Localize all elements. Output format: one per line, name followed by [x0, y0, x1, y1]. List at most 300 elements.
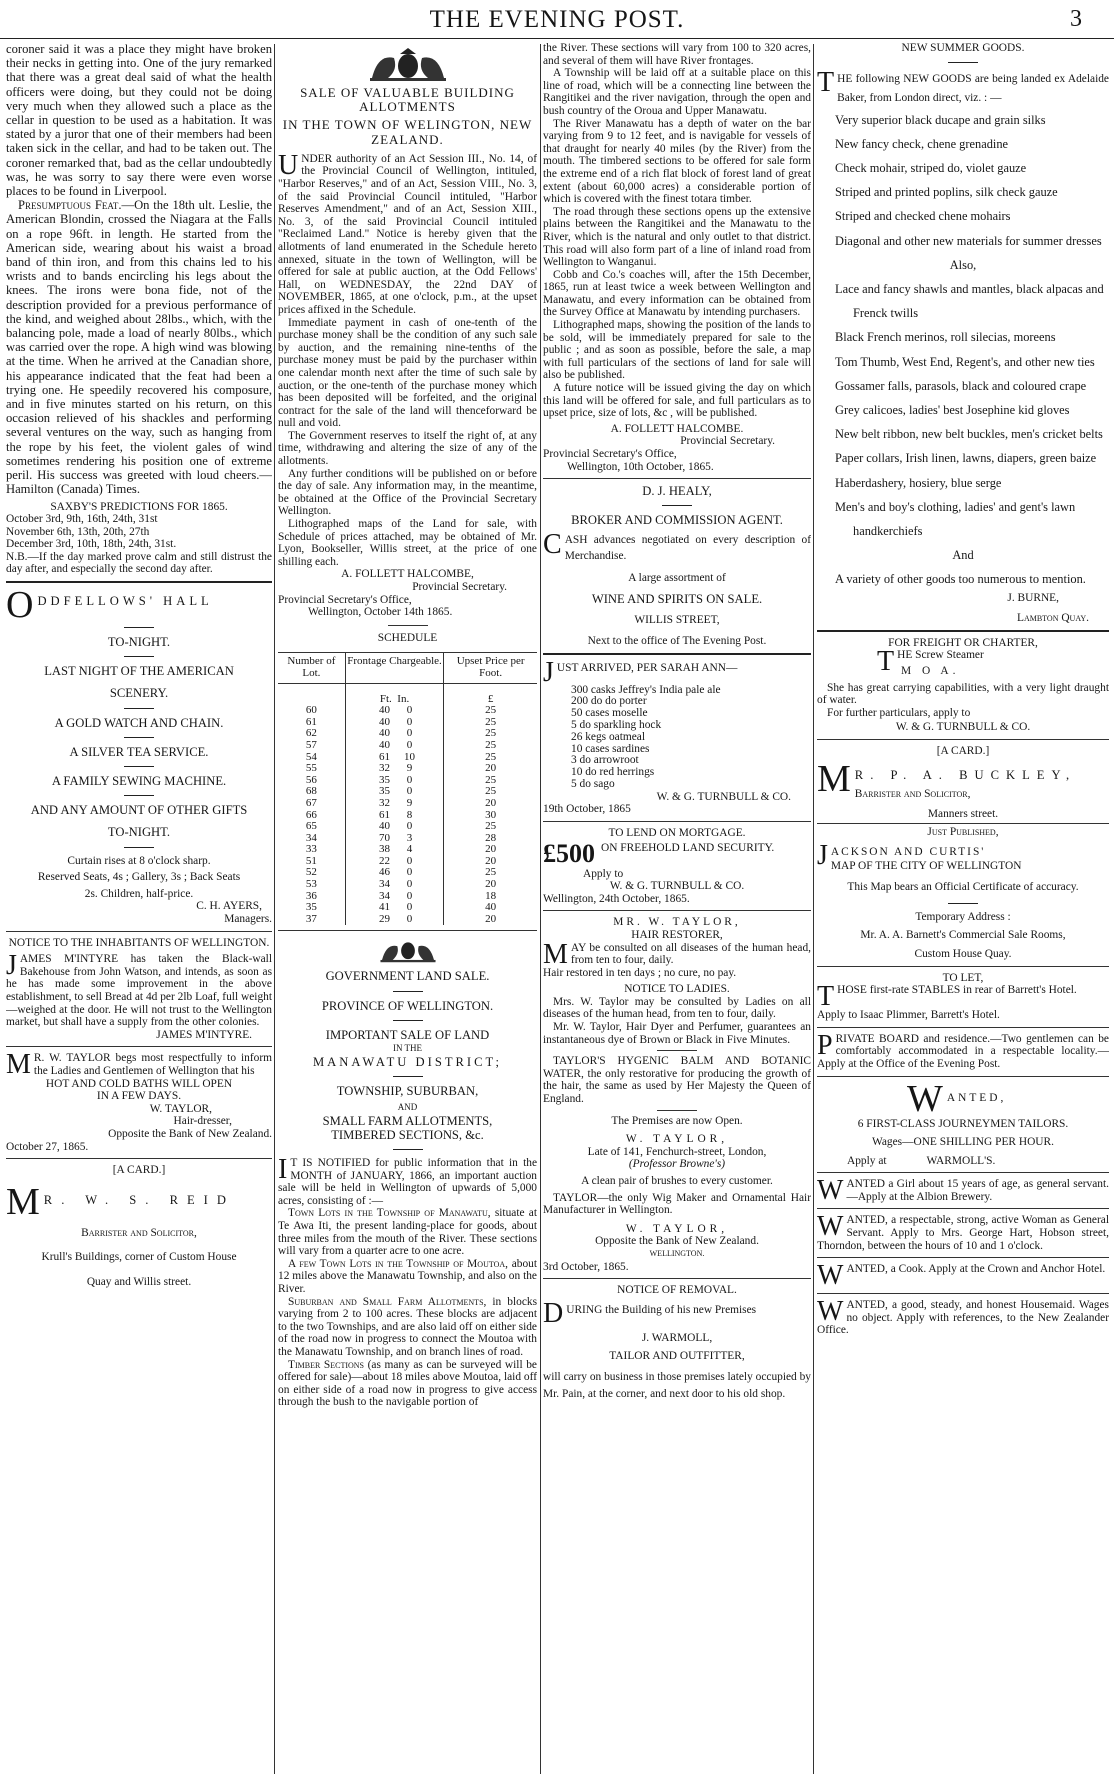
goods-item: Paper collars, Irish linen, lawns, diapers, green baize — [835, 451, 1097, 466]
frontage — [345, 810, 443, 822]
gov-suburban — [278, 1296, 537, 1359]
gov-and: AND — [397, 1102, 418, 1113]
gov-important: IMPORTANT SALE OF LAND — [325, 1027, 490, 1042]
divider — [6, 931, 272, 932]
divider — [817, 1172, 1109, 1173]
column-2 — [278, 42, 537, 1776]
frontage-ft: 41 — [379, 901, 391, 914]
ladies-title: NOTICE TO LADIES. — [624, 983, 730, 996]
frontage — [345, 775, 443, 787]
taylor-days: IN A FEW DAYS. — [96, 1090, 182, 1103]
sale-body: The Government reserves to itself the right of, at any time, withdrawing and altering the size of any of the allotments. — [278, 429, 537, 468]
column-rule — [813, 44, 814, 1774]
freight-ad — [817, 637, 1109, 734]
lot-number: 57 — [305, 738, 317, 751]
goods-item: Also, — [949, 257, 977, 272]
wanted-apply — [817, 1155, 1109, 1168]
wanted-wages: Wages—ONE SHILLING PER HOUR. — [872, 1136, 1054, 1149]
saxby-note: N.B.—If the day marked prove calm and still distrust the day after, and especially the second day after. — [6, 550, 272, 576]
schedule-column-header: Frontage Chargeable. — [345, 653, 443, 683]
map-certificate: This Map bears an Official Certificate of accuracy. — [847, 880, 1079, 893]
upset-price: 30 — [444, 810, 537, 822]
published-label: Just Published, — [927, 825, 999, 838]
frontage-ft: 40 — [379, 704, 391, 717]
frontage-ft: 61 — [379, 808, 391, 821]
oddfellows-managers: Managers. — [224, 913, 272, 926]
column-3 — [543, 42, 811, 1776]
map-address: Mr. A. A. Barnett's Commercial Sale Rooms, — [860, 929, 1066, 942]
oddfellows-seats: Reserved Seats, 4s ; Gallery, 3s ; Back Seats — [37, 871, 241, 884]
freight-signature: W. & G. TURNBULL & CO. — [895, 721, 1031, 734]
lot-number: 62 — [305, 727, 317, 740]
wt-body: Hair restored in ten days ; no cure, no pay. — [543, 966, 737, 979]
drop-cap: J — [6, 953, 17, 982]
upset-price: 20 — [444, 844, 537, 856]
frontage — [345, 914, 443, 926]
schedule-row — [278, 763, 537, 775]
arrived-item: 10 cases sardines — [571, 742, 650, 755]
wanted-tailors-ad — [817, 1082, 1109, 1168]
taylor-date: October 27, 1865. — [6, 1140, 89, 1153]
removal-notice — [543, 1284, 811, 1403]
healy-name: D. J. HEALY, — [642, 484, 712, 499]
sale-date: Wellington, October 14th 1865. — [308, 606, 453, 619]
frontage — [345, 740, 443, 752]
goods-item: New fancy check, chene grenadine — [835, 136, 1009, 151]
goods-item: Striped and printed poplins, silk check gauze — [835, 185, 1058, 200]
ladies-body: Mrs. W. Taylor may be consulted by Ladies on all diseases of the human head, from ten to four, daily. — [543, 995, 811, 1021]
removal-trade: TAILOR AND OUTFITTER, — [609, 1350, 745, 1363]
frontage-ft: 61 — [379, 750, 391, 763]
frontage — [345, 867, 443, 879]
drop-cap: M — [6, 1052, 31, 1078]
ladies-body: Mr. W. Taylor, Hair Dyer and Perfumer, guarantees an instantaneous dye of Brown or Black in Five Minutes. — [543, 1021, 811, 1046]
reid-address: Krull's Buildings, corner of Custom House — [41, 1251, 237, 1264]
oddfellows-curtain: Curtain rises at 8 o'clock sharp. — [67, 854, 211, 867]
drop-cap: W — [817, 1214, 844, 1243]
dash — [124, 795, 154, 796]
saxby-title: SAXBY'S PREDICTIONS FOR 1865. — [50, 500, 228, 513]
gov-text: (as many as can be surveyed will be offered for sale)—about 18 miles above Moutoa, laid off on either side of a road now in progress to give access through the bush to the navigable portion of — [278, 1358, 537, 1409]
premises-open: The Premises are now Open. — [611, 1114, 743, 1127]
gov-lead: Suburban and Small Farm Allotments, — [288, 1295, 487, 1308]
frontage-in: 10 — [404, 750, 416, 763]
dash — [124, 708, 154, 709]
gov-small: SMALL FARM ALLOTMENTS, — [322, 1113, 493, 1128]
frontage — [345, 821, 443, 833]
taylor-body: R. W. TAYLOR begs most respectfully to inform the Ladies and Gentlemen of Wellington that his — [33, 1052, 272, 1077]
healy-title: BROKER AND COMMISSION AGENT. — [571, 513, 783, 528]
mintyre-notice — [6, 937, 272, 1042]
upset-price: 25 — [444, 786, 537, 798]
upset-price: 25 — [444, 717, 537, 729]
column-rule — [540, 44, 541, 1774]
goods-item: Haberdashery, hosiery, blue serge — [835, 475, 1002, 490]
taylor-baths: HOT AND COLD BATHS WILL OPEN — [45, 1077, 233, 1090]
saxby-line: November 6th, 13th, 20th, 27th — [6, 525, 150, 538]
frontage-ft: 35 — [379, 773, 391, 786]
arrived-item: 50 cases moselle — [571, 707, 648, 720]
map-title: ACKSON AND CURTIS' — [830, 845, 986, 858]
frontage-in: 0 — [406, 889, 413, 902]
goods-item: Black French merinos, roll silecias, moreens — [835, 330, 1056, 345]
lot-number: 33 — [305, 843, 317, 856]
arrived-item: 3 do arrowroot — [571, 754, 639, 767]
drop-cap: W — [907, 1081, 943, 1114]
upset-price: 25 — [444, 752, 537, 764]
frontage — [345, 856, 443, 868]
divider — [657, 1110, 697, 1111]
map-title: MAP OF THE CITY OF WELLINGTON — [830, 860, 1022, 873]
gov-continued: Cobb and Co.'s coaches will, after the 15th December, 1865, run at least twice a week between Wellington and Manawatu, and every information can be obtained from the Survey Office at Manawatu by intending purchasers. — [543, 268, 811, 319]
let-apply: Apply to Isaac Plimmer, Barrett's Hotel. — [817, 1009, 1000, 1022]
just-signature: W. & G. TURNBULL & CO. — [656, 790, 791, 803]
drop-cap: M — [817, 761, 851, 800]
divider — [817, 1208, 1109, 1209]
frontage-ft: 46 — [379, 866, 391, 879]
lot-number: 53 — [305, 878, 317, 891]
divider — [817, 630, 1109, 632]
goods-item: Diagonal and other new materials for summer dresses — [835, 233, 1102, 248]
divider — [817, 1257, 1109, 1258]
freight-apply: For further particulars, apply to — [827, 706, 971, 719]
oddfellows-title: DDFELLOWS' HALL — [37, 594, 213, 609]
drop-cap: M — [6, 1184, 40, 1217]
drop-cap: O — [6, 588, 34, 621]
oddfellows-ad — [6, 588, 272, 926]
drop-cap: T — [877, 649, 895, 678]
schedule-row — [278, 705, 537, 717]
drop-cap: C — [543, 531, 562, 560]
premises-opposite: Opposite the Bank of New Zealand. — [595, 1235, 759, 1248]
divider — [817, 1027, 1109, 1028]
arrived-item: 5 do sparkling hock — [571, 718, 662, 731]
let-body: HOSE first-rate STABLES in rear of Barrett's Hotel. — [837, 984, 1077, 997]
dash — [124, 656, 154, 657]
taylor-signature: W. TAYLOR, — [149, 1102, 212, 1115]
lend-text: ON FREEHOLD LAND SECURITY. — [601, 841, 775, 854]
lend-ad — [543, 827, 811, 905]
removal-name: J. WARMOLL, — [641, 1331, 713, 1344]
drop-cap: J — [817, 842, 828, 871]
drop-cap: P — [817, 1032, 833, 1061]
gov-continued: The River Manawatu has a depth of water on the bar varying from 9 to 12 feet, and is navigable for vessels of that draught for nearly 40 miles (by the River) from the mouth. The timbered sections to be offered for sale form the extreme end of a rich flat block of forest land of great extent (about 60,000 acres) a considerable portion of which is covered with the finest totara timber. — [543, 117, 811, 206]
drop-cap: J — [543, 659, 554, 685]
sale-signature: A. FOLLETT HALCOMBE, — [341, 568, 474, 581]
lot-number: 55 — [305, 762, 317, 775]
frontage — [345, 891, 443, 903]
gov-in-the: IN THE — [392, 1043, 423, 1054]
oddfellows-gift: AND ANY AMOUNT OF OTHER GIFTS — [30, 803, 248, 818]
healy-next: Next to the office of The Evening Post. — [587, 634, 767, 647]
gov-continued: A Township will be laid off at a suitable place on this line of road, which will be a connecting line between the Rangitikei and the river navigation, through the open and bush country of the Oroua and Upper Manawatu. — [543, 67, 811, 117]
wt-title: MR. W. TAYLOR, — [613, 916, 741, 929]
gov-lead: Timber Sections — [288, 1358, 364, 1371]
frontage — [345, 763, 443, 775]
upset-price: 20 — [444, 879, 537, 891]
just-date: 19th October, 1865 — [543, 803, 631, 816]
upset-price: 25 — [444, 775, 537, 787]
royal-crest-icon — [364, 48, 452, 82]
freight-title: FOR FREIGHT OR CHARTER, — [888, 636, 1038, 649]
wanted-girl-ad — [817, 1178, 1109, 1203]
upset-price: 20 — [444, 914, 537, 926]
map-quay: Custom House Quay. — [914, 947, 1012, 960]
map-ad — [817, 826, 1109, 961]
gov-few-lots — [278, 1258, 537, 1296]
frontage — [345, 833, 443, 845]
drop-cap: T — [817, 69, 835, 98]
just-items — [543, 685, 811, 791]
healy-wine: WINE AND SPIRITS ON SALE. — [591, 592, 763, 607]
dash — [124, 627, 154, 628]
lot-number: 56 — [305, 773, 317, 786]
arrived-item: 200 do do porter — [571, 695, 647, 708]
arrived-item: 5 do sago — [571, 777, 615, 790]
gov-small: TIMBERED SECTIONS, &c. — [331, 1127, 484, 1142]
lend-apply: Apply to — [583, 867, 624, 880]
article-lead: Presumptuous Feat. — [18, 198, 122, 213]
frontage-in: 3 — [406, 831, 413, 844]
frontage-in: 0 — [406, 704, 413, 717]
frontage-in: 0 — [406, 878, 413, 891]
lot-number: 34 — [305, 831, 317, 844]
frontage — [345, 705, 443, 717]
upset-price: 18 — [444, 891, 537, 903]
frontage-in: 0 — [406, 715, 413, 728]
wt-subtitle: HAIR RESTORER, — [631, 928, 723, 941]
divider — [543, 653, 811, 655]
frontage-ft: 34 — [379, 878, 391, 891]
goods-item: Very superior black ducape and grain silks — [835, 112, 1046, 127]
sale-body: Lithographed maps of the Land for sale, with Schedule of prices attached, may be obtained of Mr. Lyon, Bookseller, Willis street, at the price of one shilling each. — [278, 518, 537, 568]
dash — [393, 1020, 423, 1021]
private-board-body: RIVATE BOARD and residence.—Two gentlemen can be comfortably accommodated in a respectable locality.—Apply at the Office of the Evening Post. — [817, 1032, 1109, 1070]
removal-title: NOTICE OF REMOVAL. — [617, 1284, 737, 1297]
lot-number: 37 — [305, 912, 317, 925]
oddfellows-tonight: TO-NIGHT. — [107, 825, 171, 840]
wanted-body: ANTED, a good, steady, and honest Housemaid. Wages no object. Apply with references, to the New Zealander Office. — [817, 1299, 1109, 1337]
column-4 — [817, 42, 1109, 1776]
lot-number: 51 — [305, 854, 317, 867]
schedule-header-row — [278, 653, 537, 683]
sale-role: Provincial Secretary. — [412, 581, 507, 593]
saxby-line: December 3rd, 10th, 18th, 24th, 31st. — [6, 538, 177, 551]
gov-role: Provincial Secretary. — [680, 435, 775, 448]
article-text: —On the 18th ult. Leslie, the American Blondin, crossed the Niagara at the Falls on a rope 96ft. in length. He started from the American side, wearing about his waist a broad band of thin iron, and from this chains led to his wrists and to bands encircling his legs about the knees. The irons were bona fide, not of the description provided for a previous performance of the kind, and weighed about 28lbs., which, with the balancing pole, made a load of nearly 80lbs., which was carried over the rope. A high wind was blowing at the time. When he arrived at the Canadian shore, his appearance indicated that the feat had been a trying one. He speedily recovered his composure, and in five minutes started on his return, on this occasion relieved of his shackles and performing several ventures on the way, such as hanging from the rope by his feet, the violent gales of wind sometimes rendering his position one of extreme peril. His success was greeted with loud cheers.—Hamilton (Canada) Times. — [6, 198, 272, 497]
arrived-item: 26 kegs oatmeal — [571, 730, 646, 743]
goods-item: Lace and fancy shawls and mantles, black alpacas and Frenck twills — [835, 282, 1104, 321]
card-label: [A CARD.] — [936, 745, 990, 757]
dash — [948, 903, 978, 904]
schedule-column-header: Number of Lot. — [278, 653, 345, 683]
schedule-row — [278, 740, 537, 752]
premises-town: WELLINGTON. — [649, 1248, 705, 1258]
lot-number: 35 — [305, 901, 317, 914]
drop-cap: U — [278, 152, 299, 181]
royal-crest-icon — [373, 937, 443, 963]
premises-date: 3rd October, 1865. — [543, 1260, 629, 1273]
frontage-ft: 35 — [379, 785, 391, 798]
taylor-opposite: Opposite the Bank of New Zealand. — [108, 1127, 272, 1140]
goods-item: A variety of other goods too numerous to mention. — [835, 572, 1086, 587]
sale-title: SALE OF VALUABLE BUILDING ALLOTMENTS — [300, 85, 515, 115]
lend-title: TO LEND ON MORTGAGE. — [608, 826, 746, 839]
oddfellows-signature: C. H. AYERS, — [196, 900, 262, 913]
wanted-woman-ad — [817, 1214, 1109, 1252]
frontage-in: 0 — [406, 901, 413, 914]
frontage — [345, 844, 443, 856]
schedule-row — [278, 821, 537, 833]
schedule-row — [278, 914, 537, 926]
private-board-ad — [817, 1033, 1109, 1071]
saxby-line: October 3rd, 9th, 16th, 24th, 31st — [6, 513, 158, 526]
divider — [817, 966, 1109, 967]
divider — [543, 1278, 811, 1279]
gov-continued: The road through these sections opens up the extensive plains between the Rangitikei and the Manawatu to the River, which is the natural and only outlet to that district. This road will also form part of a line of inland road from Wellington to Wanganui. — [543, 205, 811, 269]
sale-body: NDER authority of an Act Session III., No. 14, of the Provincial Council of Wellington, intituled, "Harbor Reserves," and of an Act, Session VIII., No. 3, of the said Provincial Council intituled, "Harbor Reserves Amendment," and of an Act, Session XIII., No. 3, of the said Provincial Council intituled "Reclaimed Land." Notice is hereby given that the allotments of land enumerated in the Schedule hereto annexed, situate in the town of Wellington, will be offered for sale at public auction, at the Odd Fellows' Hall, on WEDNESDAY, the 22nd DAY of NOVEMBER, 1865, at one o'clock, p.m., at the upset prices affixed in the Schedule. — [278, 152, 537, 316]
frontage-in: 0 — [406, 820, 413, 833]
page-header — [0, 0, 1114, 40]
lot-number: 60 — [305, 704, 317, 717]
healy-body: ASH advances negotiated on every description of Merchandise. — [564, 533, 811, 562]
reid-card — [6, 1164, 272, 1288]
header-rule — [0, 38, 1114, 39]
gov-province: PROVINCE OF WELLINGTON. — [321, 998, 494, 1013]
goods-intro: HE following NEW GOODS are being landed ex Adelaide Baker, from London direct, viz. : — — [837, 72, 1109, 104]
frontage-ft: 40 — [379, 715, 391, 728]
card-label: [A CARD.] — [112, 1164, 166, 1177]
lot-number: 65 — [305, 820, 317, 833]
divider — [6, 581, 272, 583]
frontage-ft: 40 — [379, 738, 391, 751]
frontage-ft: 38 — [379, 843, 391, 856]
notice-body: AMES M'INTYRE has taken the Black-wall Bakehouse from John Watson, and intends, as soon as he has made some improvement in the above establishment, to sell Bread at 4d per 2lb Loaf, full weight—weighed at the door. He will not trust to the Wellington market, but shall have a supply from the other colonies. — [6, 953, 272, 1029]
gov-text: about 12 miles above the Manawatu Township, and also on the River. — [278, 1257, 537, 1295]
gov-continued: the River. These sections will vary from 100 to 320 acres, and several of them will have River frontages. — [543, 42, 811, 67]
gov-continued: Lithographed maps, showing the position of the lands to be sold, will be immediately prepared for sale to the public ; and as soon as possible, before the sale, a map with full particulars of the sections of land for sale will also be published. — [543, 319, 811, 382]
goods-item: Striped and checked chene mohairs — [835, 209, 1011, 224]
lend-amount: £500 — [543, 839, 595, 868]
goods-item: Gossamer falls, parasols, black and coloured crape — [835, 378, 1087, 393]
frontage-in: 0 — [406, 854, 413, 867]
premises-clean: A clean pair of brushes to every customer. — [581, 1175, 773, 1187]
goods-item: Men's and boy's clothing, ladies' and gent's lawn handkerchiefs — [835, 499, 1076, 539]
divider — [543, 910, 811, 911]
goods-item: And — [952, 548, 974, 563]
sale-subtitle: IN THE TOWN OF WELINGTON, NEW ZEALAND. — [282, 117, 533, 147]
let-title: TO LET, — [942, 971, 984, 984]
premises-late: Late of 141, Fenchurch-street, London, — [587, 1145, 767, 1158]
drop-cap: W — [817, 1299, 844, 1328]
buckley-address: Manners street. — [927, 808, 999, 821]
frontage — [345, 786, 443, 798]
upset-price: 25 — [444, 728, 537, 740]
divider — [543, 478, 811, 479]
just-title: UST ARRIVED, PER SARAH ANN— — [556, 661, 738, 674]
wt-body: AY be consulted on all diseases of the human head, from ten to four, daily. — [570, 941, 811, 967]
gov-title: GOVERNMENT LAND SALE. — [325, 969, 490, 984]
lot-number: 36 — [305, 889, 317, 902]
dash — [124, 766, 154, 767]
drop-cap: D — [543, 1300, 564, 1326]
dash — [948, 62, 978, 63]
dash — [124, 737, 154, 738]
oddfellows-tonight: TO-NIGHT. — [107, 635, 171, 650]
oddfellows-gift: A FAMILY SEWING MACHINE. — [51, 774, 227, 789]
upset-price: 20 — [444, 798, 537, 810]
wanted-body: ANTED, a Cook. Apply at the Crown and Anchor Hotel. — [846, 1263, 1106, 1276]
lot-number: 61 — [305, 715, 317, 728]
wanted-cook-ad — [817, 1263, 1109, 1288]
schedule-unit-row — [278, 683, 537, 705]
dash — [393, 991, 423, 992]
gov-office: Provincial Secretary's Office, — [543, 448, 677, 460]
oddfellows-gift: A GOLD WATCH AND CHAIN. — [54, 715, 224, 730]
arrived-item: 300 casks Jeffrey's India pale ale — [571, 683, 721, 696]
premises-professor: (Professor Browne's) — [628, 1158, 726, 1171]
dash — [393, 1149, 423, 1150]
oddfellows-last: LAST NIGHT OF THE AMERICAN — [44, 664, 234, 679]
freight-ship-name: M O A. — [901, 665, 960, 678]
frontage-in: 0 — [406, 912, 413, 925]
gov-text: in blocks varying from 2 to 100 acres. These blocks are adjacent to the two Townships, and are also laid off on either side of the road now in progress to connect the Moutoa with the Manawatu Township, and on branch lines of road. — [278, 1295, 537, 1358]
gov-signature: A. FOLLETT HALCOMBE. — [610, 422, 744, 435]
wanted-body: ANTED, a respectable, strong, active Woman as General Servant. Apply to Mrs. George Hart, Hobson street, Thorndon, between the hours of 10 and 1 o'clock. — [817, 1214, 1109, 1252]
healy-line: A large assortment of — [628, 571, 726, 584]
schedule-row — [278, 879, 537, 891]
premises-name: W. TAYLOR, — [625, 1133, 729, 1146]
goods-list — [817, 108, 1109, 592]
gov-body: T IS NOTIFIED for public information that in the MONTH of JANUARY, 1866, an important auction sale will be held in Wellington of upwards of 5,000 acres, consisting of :— — [278, 1157, 537, 1207]
article-coroner: coroner said it was a place they might have broken their necks in getting into. One of the jury remarked that there was a great deal said of what the health officers were doing, but they could not be doing very much when they allowed such a place as the cellar in question to be used as a habitation. It was stated by a juror that one of their members had been taken sick in the cellar, and had to be taken out. The coroner remarked that, bad as the cellar undoubtedly was, he was sorry to say there were even worse places to be found in Liverpool. — [6, 42, 272, 199]
frontage-ft: 32 — [379, 762, 391, 775]
drop-cap: W — [817, 1263, 844, 1289]
to-let-ad — [817, 972, 1109, 1022]
frontage — [345, 752, 443, 764]
upset-price: 40 — [444, 902, 537, 914]
taylor-hair-ad — [543, 916, 811, 1273]
wanted-place: WARMOLL'S. — [926, 1154, 996, 1167]
frontage-ft: 70 — [379, 831, 391, 844]
frontage-in: 9 — [406, 796, 413, 809]
schedule-table — [278, 652, 537, 925]
frontage-ft: 29 — [379, 912, 391, 925]
gov-lead: A few Town Lots in the Township of Moutoa, — [288, 1257, 509, 1270]
freight-body: She has great carrying capabilities, with a very light draught of water. — [817, 681, 1109, 707]
frontage-in: 0 — [406, 738, 413, 751]
wanted-body: ANTED a Girl about 15 years of age, as general servant.—Apply at the Albion Brewery. — [846, 1178, 1109, 1203]
column-1 — [6, 42, 272, 1776]
unit-ft: Ft. — [379, 692, 392, 705]
lot-number: 68 — [305, 785, 317, 798]
divider — [657, 1050, 697, 1051]
oddfellows-gift: A SILVER TEA SERVICE. — [69, 744, 209, 759]
divider — [817, 823, 1109, 824]
premises-wig: TAYLOR—the only Wig Maker and Ornamental Hair Manufacturer in Wellington. — [543, 1191, 811, 1217]
dash — [393, 1076, 423, 1077]
divider — [6, 1046, 272, 1047]
gov-town-lots — [278, 1207, 537, 1257]
taylor-role: Hair-dresser, — [173, 1115, 232, 1128]
just-arrived-ad — [543, 660, 811, 816]
notice-title: NOTICE TO THE INHABITANTS OF WELLINGTON. — [8, 936, 270, 949]
wanted-title: ANTED, — [946, 1091, 1007, 1104]
removal-body: will carry on business in those premises lately occupied by Mr. Pain, at the corner, and next door to his old shop. — [543, 1370, 811, 1400]
frontage-ft: 40 — [379, 727, 391, 740]
newspaper-title: THE EVENING POST. — [429, 6, 685, 33]
unit-in: In. — [397, 692, 410, 705]
